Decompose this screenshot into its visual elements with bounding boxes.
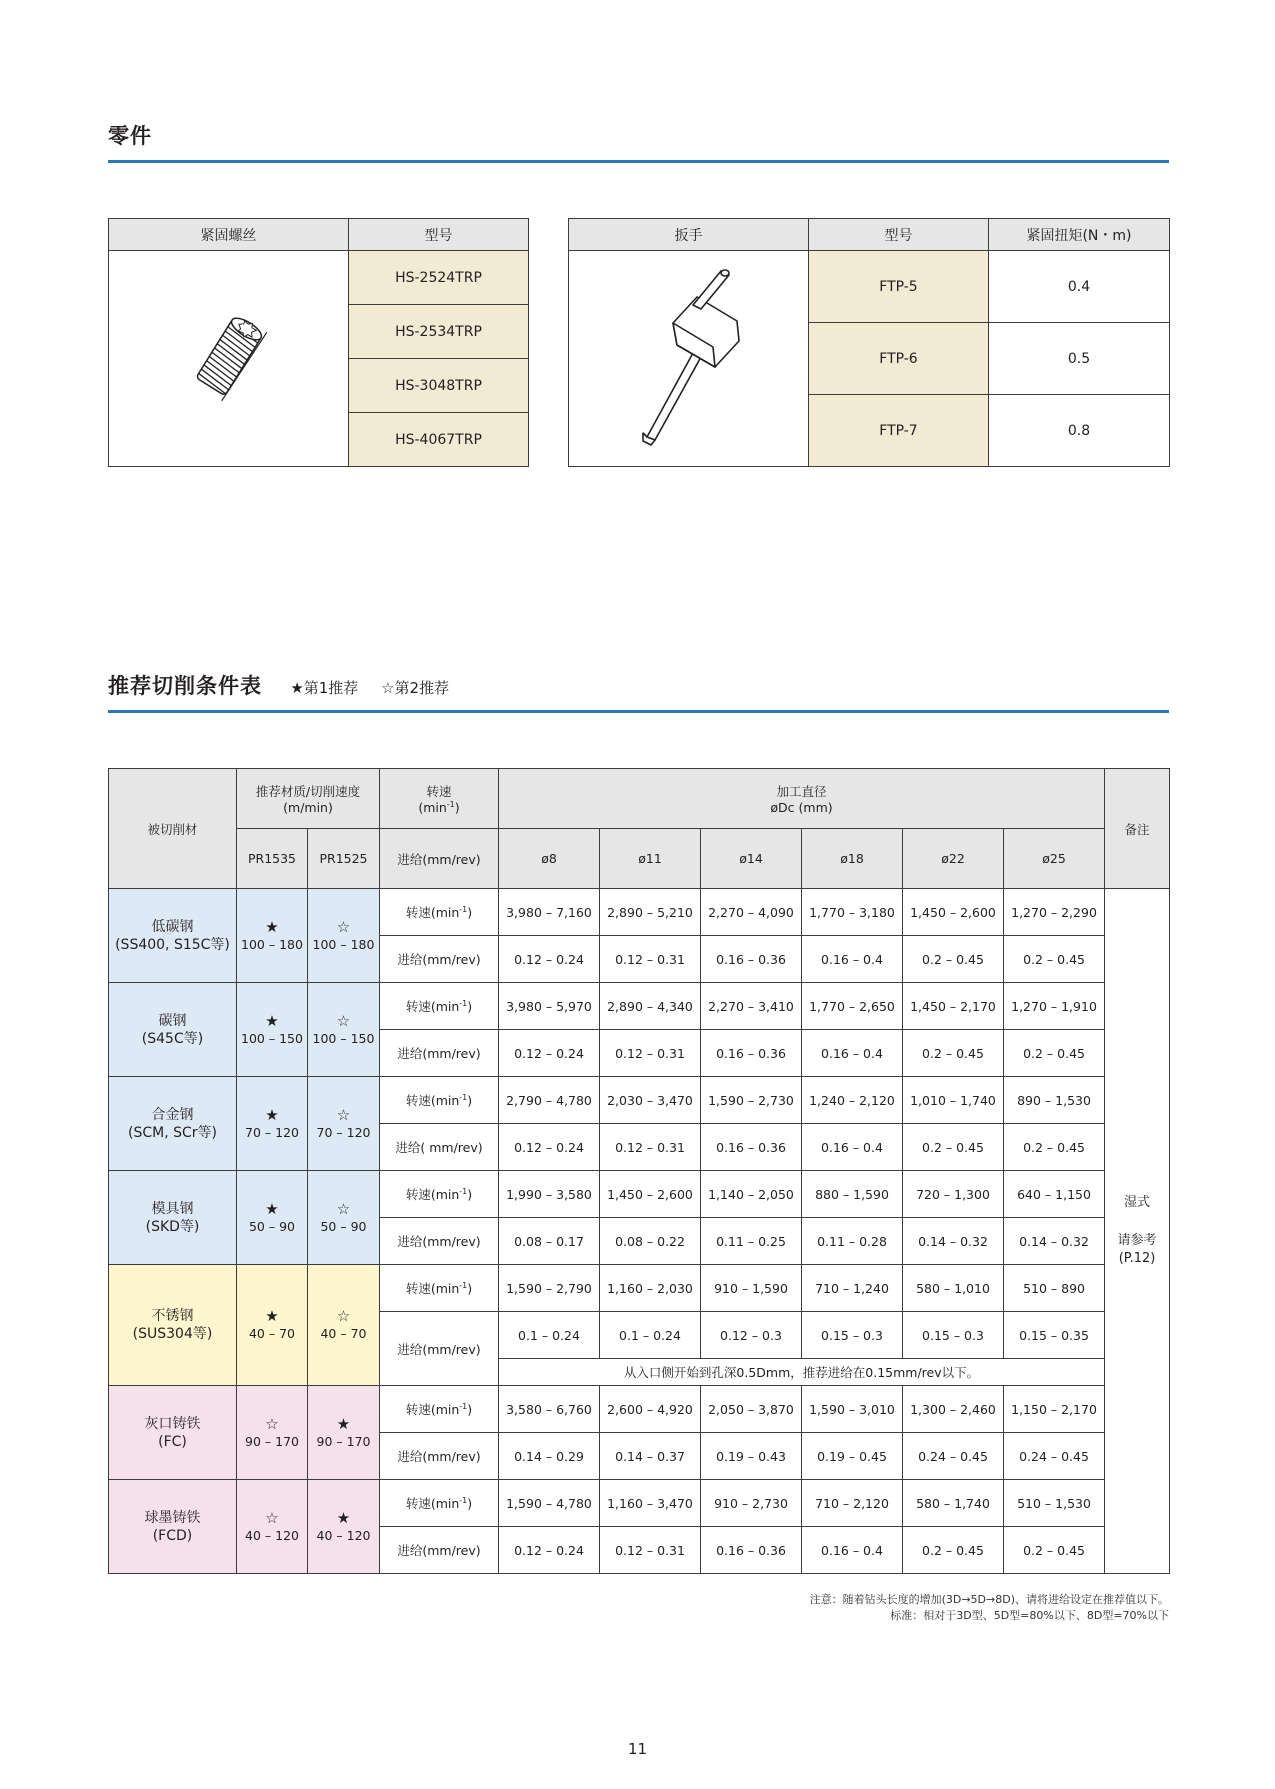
cutting-speed: 100 – 180 [312, 936, 375, 952]
rpm-label-close: ) [467, 1402, 473, 1417]
recommendation-mark: ☆ [265, 1414, 279, 1433]
grade-pr1535-header: PR1535 [237, 829, 308, 889]
grade-speed-header-line1: 推荐材质/切削速度 [255, 784, 361, 799]
material-name: 球墨铸铁 [144, 1509, 201, 1526]
feed-value-cell: 0.12 – 0.31 [600, 936, 701, 983]
rpm-label-close: ) [467, 905, 473, 920]
feed-value-cell: 0.2 – 0.45 [903, 1124, 1004, 1171]
rpm-value-cell: 580 – 1,010 [903, 1265, 1004, 1312]
feed-value-cell: 0.14 – 0.32 [903, 1218, 1004, 1265]
feed-value-cell: 0.19 – 0.45 [802, 1433, 903, 1480]
grade-g2-cell [308, 889, 380, 983]
rpm-value-cell: 890 – 1,530 [1004, 1077, 1105, 1124]
feed-label-cell: 进给(mm/rev) [380, 1527, 499, 1574]
wrench-model-cell: FTP-5 [809, 251, 989, 323]
material-name-cell [109, 983, 237, 1077]
diameter-header-line1: 加工直径 [776, 784, 827, 799]
feed-value-cell: 0.2 – 0.45 [903, 936, 1004, 983]
material-name-cell [109, 1077, 237, 1171]
screw-model-cell: HS-2534TRP [349, 305, 529, 359]
feed-value-cell: 0.16 – 0.4 [802, 936, 903, 983]
cutting-speed: 40 – 70 [248, 1326, 295, 1341]
material-example: (FC) [158, 1433, 187, 1450]
recommendation-mark: ★ [265, 1011, 279, 1030]
rpm-value-cell: 1,590 – 4,780 [499, 1480, 600, 1527]
rpm-value-cell: 2,890 – 4,340 [600, 983, 701, 1030]
material-name-cell [109, 889, 237, 983]
feed-value-cell: 0.1 – 0.24 [600, 1312, 701, 1359]
cutting-title-rule [108, 710, 1169, 713]
rpm-value-cell: 1,450 – 2,600 [600, 1171, 701, 1218]
recommendation-legend [290, 679, 467, 697]
feed-value-cell: 0.2 – 0.45 [1004, 1030, 1105, 1077]
torque-cell: 0.4 [989, 251, 1170, 323]
rpm-value-cell: 1,990 – 3,580 [499, 1171, 600, 1218]
rpm-value-cell: 880 – 1,590 [802, 1171, 903, 1218]
screw-model-header: 型号 [349, 219, 529, 251]
rpm-value-cell: 1,590 – 2,730 [701, 1077, 802, 1124]
cutting-table-body [109, 889, 1170, 1574]
diameter-col-header: ø11 [600, 829, 701, 889]
feed-value-cell: 0.2 – 0.45 [903, 1527, 1004, 1574]
material-name-cell [109, 1265, 237, 1386]
rpm-value-cell: 3,580 – 6,760 [499, 1386, 600, 1433]
rpm-value-cell: 510 – 890 [1004, 1265, 1105, 1312]
grade-g1-cell [237, 1386, 308, 1480]
grade-g2-cell [308, 1171, 380, 1265]
rpm-value-cell: 1,160 – 3,470 [600, 1480, 701, 1527]
wrench-model-cell: FTP-7 [809, 395, 989, 467]
feed-value-cell: 0.16 – 0.4 [802, 1030, 903, 1077]
rpm-value-cell: 1,240 – 2,120 [802, 1077, 903, 1124]
rpm-label-sup: -1 [459, 998, 468, 1008]
recommendation-mark: ★ [265, 1199, 279, 1218]
grade-g2-cell [308, 1077, 380, 1171]
material-name: 碳钢 [158, 1012, 187, 1029]
rpm-label: 转速(min [405, 1281, 460, 1296]
rpm-label-sup: -1 [459, 1092, 468, 1102]
rpm-value-cell: 1,450 – 2,170 [903, 983, 1004, 1030]
cutting-speed: 100 – 150 [312, 1030, 375, 1046]
material-name-cell [109, 1480, 237, 1574]
grade-g1-cell [237, 889, 308, 983]
feed-value-cell: 0.16 – 0.36 [701, 1527, 802, 1574]
rpm-label: 转速(min [405, 999, 460, 1014]
material-rpm-row [109, 983, 1170, 1030]
rpm-value-cell: 1,270 – 2,290 [1004, 889, 1105, 936]
rpm-value-cell: 1,590 – 2,790 [499, 1265, 600, 1312]
rpm-value-cell: 1,010 – 1,740 [903, 1077, 1004, 1124]
rpm-value-cell: 3,980 – 7,160 [499, 889, 600, 936]
recommendation-mark: ★ [265, 1105, 279, 1124]
feed-value-cell: 0.2 – 0.45 [903, 1030, 1004, 1077]
rpm-value-cell: 1,770 – 2,650 [802, 983, 903, 1030]
material-example: (SKD等) [145, 1218, 200, 1235]
remark-page-ref: (P.12) [1118, 1251, 1156, 1266]
rpm-value-cell: 710 – 1,240 [802, 1265, 903, 1312]
material-rpm-row [109, 1171, 1170, 1218]
remark-wet: 湿式 [1124, 1195, 1151, 1210]
page-number: 11 [627, 1740, 648, 1758]
material-example: (SUS304等) [132, 1326, 213, 1342]
rpm-value-cell: 510 – 1,530 [1004, 1480, 1105, 1527]
feed-value-cell: 0.1 – 0.24 [499, 1312, 600, 1359]
cutting-speed: 40 – 120 [245, 1527, 299, 1543]
rpm-label-cell [380, 1265, 499, 1312]
rpm-label-cell [380, 1386, 499, 1433]
feed-value-cell: 0.12 – 0.31 [600, 1527, 701, 1574]
rpm-label-close: ) [467, 1187, 473, 1202]
rpm-value-cell: 1,270 – 1,910 [1004, 983, 1105, 1030]
feed-value-cell: 0.19 – 0.43 [701, 1433, 802, 1480]
rpm-value-cell: 640 – 1,150 [1004, 1171, 1105, 1218]
rpm-label: 转速(min [405, 1093, 460, 1108]
torque-header: 紧固扭矩(N・m) [989, 219, 1170, 251]
rpm-value-cell: 910 – 2,730 [701, 1480, 802, 1527]
feed-value-cell: 0.11 – 0.28 [802, 1218, 903, 1265]
rpm-value-cell: 2,790 – 4,780 [499, 1077, 600, 1124]
rpm-label-close: ) [467, 1281, 473, 1296]
legend-first: ★第1推荐 [290, 679, 359, 697]
rpm-label: 转速(min [405, 1187, 460, 1202]
feed-value-cell: 0.14 – 0.29 [499, 1433, 600, 1480]
rpm-value-cell: 1,300 – 2,460 [903, 1386, 1004, 1433]
feed-value-cell: 0.11 – 0.25 [701, 1218, 802, 1265]
material-rpm-row [109, 889, 1170, 936]
rpm-header-line1: 转速 [426, 783, 452, 799]
torque-cell: 0.8 [989, 395, 1170, 467]
screw-model-cell: HS-4067TRP [349, 413, 529, 467]
remark-refer: 请参考 [1117, 1233, 1157, 1248]
feed-value-cell: 0.24 – 0.45 [903, 1433, 1004, 1480]
rpm-value-cell: 2,030 – 3,470 [600, 1077, 701, 1124]
rpm-value-cell: 1,450 – 2,600 [903, 889, 1004, 936]
material-rpm-row [109, 1480, 1170, 1527]
rpm-label-close: ) [467, 999, 473, 1014]
footnote-line2: 标准：相对于3D型、5D型=80%以下、8D型=70%以下 [890, 1609, 1169, 1622]
diameter-col-header: ø14 [701, 829, 802, 889]
material-name: 低碳钢 [151, 918, 194, 935]
cutting-title-text: 推荐切削条件表 [108, 674, 262, 698]
grade-pr1525-header: PR1525 [308, 829, 380, 889]
rpm-value-cell: 1,160 – 2,030 [600, 1265, 701, 1312]
material-name-cell [109, 1386, 237, 1480]
set-screw-illustration-icon [174, 302, 284, 412]
material-name: 不锈钢 [151, 1308, 194, 1324]
feed-value-cell: 0.12 – 0.24 [499, 1030, 600, 1077]
feed-label-cell: 进给( mm/rev) [380, 1124, 499, 1171]
cutting-speed: 70 – 120 [245, 1124, 299, 1140]
feed-label-cell: 进给(mm/rev) [380, 936, 499, 983]
rpm-value-cell: 720 – 1,300 [903, 1171, 1004, 1218]
feed-value-cell: 0.16 – 0.36 [701, 1124, 802, 1171]
recommendation-mark: ☆ [336, 1307, 351, 1325]
feed-value-cell: 0.2 – 0.45 [1004, 1527, 1105, 1574]
recommendation-mark: ★ [265, 1307, 279, 1325]
wrench-table [568, 218, 1170, 467]
diameter-header [499, 769, 1105, 829]
feed-value-cell: 0.08 – 0.17 [499, 1218, 600, 1265]
rpm-label: 转速(min [405, 905, 460, 920]
cutting-speed: 90 – 170 [245, 1433, 299, 1449]
rpm-label-sup: -1 [459, 1495, 468, 1505]
material-name: 灰口铸铁 [144, 1415, 201, 1432]
feed-value-cell: 0.12 – 0.24 [499, 1527, 600, 1574]
diameter-col-header: ø25 [1004, 829, 1105, 889]
material-rpm-row [109, 1386, 1170, 1433]
feed-value-cell: 0.16 – 0.36 [701, 1030, 802, 1077]
remark-cell [1105, 889, 1170, 1574]
feed-value-cell: 0.2 – 0.45 [1004, 936, 1105, 983]
recommendation-mark: ☆ [265, 1508, 279, 1527]
rpm-value-cell: 2,600 – 4,920 [600, 1386, 701, 1433]
rpm-label-cell [380, 1480, 499, 1527]
cutting-speed: 40 – 70 [320, 1326, 367, 1341]
rpm-value-cell: 2,270 – 4,090 [701, 889, 802, 936]
rpm-label-close: ) [467, 1093, 473, 1108]
recommendation-mark: ★ [336, 1414, 351, 1433]
grade-g1-cell [237, 1171, 308, 1265]
wrench-model-header: 型号 [809, 219, 989, 251]
feed-value-cell: 0.12 – 0.24 [499, 936, 600, 983]
diameter-col-header: ø8 [499, 829, 600, 889]
cutting-title [108, 670, 467, 700]
diameter-col-header: ø22 [903, 829, 1004, 889]
rpm-value-cell: 1,590 – 3,010 [802, 1386, 903, 1433]
set-screw-table [108, 218, 529, 467]
rpm-label-cell [380, 983, 499, 1030]
rpm-label-cell [380, 889, 499, 936]
rpm-value-cell: 2,890 – 5,210 [600, 889, 701, 936]
feed-header: 进给(mm/rev) [380, 829, 499, 889]
diameter-col-header: ø18 [802, 829, 903, 889]
wrench-header: 扳手 [569, 219, 809, 251]
feed-value-cell: 0.15 – 0.35 [1004, 1312, 1105, 1359]
diameter-header-line2: øDc (mm) [770, 800, 833, 815]
rpm-label-sup: -1 [459, 1280, 468, 1290]
rpm-label: 转速(min [405, 1496, 460, 1511]
cutting-speed: 100 – 180 [241, 936, 303, 952]
rpm-value-cell: 3,980 – 5,970 [499, 983, 600, 1030]
grade-g1-cell [237, 1265, 308, 1386]
material-name-cell [109, 1171, 237, 1265]
cutting-conditions-table [108, 768, 1170, 1574]
rpm-value-cell: 910 – 1,590 [701, 1265, 802, 1312]
rpm-label-cell [380, 1077, 499, 1124]
rpm-label-sup: -1 [459, 904, 468, 914]
remark-header: 备注 [1105, 769, 1170, 889]
feed-value-cell: 0.24 – 0.45 [1004, 1433, 1105, 1480]
torx-wrench-illustration-icon [589, 257, 789, 457]
parts-title-rule [108, 160, 1169, 163]
footnote-line1: 注意：随着钻头长度的增加(3D→5D→8D)、请将进给设定在推荐值以下。 [809, 1593, 1169, 1606]
rpm-value-cell: 1,140 – 2,050 [701, 1171, 802, 1218]
feed-value-cell: 0.16 – 0.4 [802, 1527, 903, 1574]
cutting-speed: 90 – 170 [316, 1433, 371, 1449]
grade-g2-cell [308, 983, 380, 1077]
grade-g1-cell [237, 1077, 308, 1171]
feed-value-cell: 0.15 – 0.3 [903, 1312, 1004, 1359]
feed-label-cell: 进给(mm/rev) [380, 1312, 499, 1386]
feed-value-cell: 0.2 – 0.45 [1004, 1124, 1105, 1171]
feed-value-cell: 0.12 – 0.31 [600, 1124, 701, 1171]
feed-value-cell: 0.12 – 0.31 [600, 1030, 701, 1077]
rpm-header: 转速 $(\min^{-1})$ [380, 769, 499, 829]
rpm-value-cell: 1,770 – 3,180 [802, 889, 903, 936]
rpm-label-sup: -1 [459, 1401, 468, 1411]
recommendation-mark: ★ [336, 1508, 351, 1527]
grade-g1-cell [237, 1480, 308, 1574]
feed-label-cell: 进给(mm/rev) [380, 1433, 499, 1480]
feed-value-cell: 0.08 – 0.22 [600, 1218, 701, 1265]
recommendation-mark: ☆ [336, 1105, 351, 1124]
set-screw-image-cell [109, 251, 349, 467]
feed-value-cell: 0.12 – 0.24 [499, 1124, 600, 1171]
footnote [810, 1592, 1169, 1624]
material-example: (S45C等) [141, 1030, 204, 1047]
material-name: 合金钢 [151, 1106, 194, 1123]
material-rpm-row [109, 1265, 1170, 1312]
feed-value-cell: 0.15 – 0.3 [802, 1312, 903, 1359]
grade-speed-header [237, 769, 380, 829]
recommendation-mark: ☆ [336, 1011, 351, 1030]
grade-speed-header-line2: (m/min) [283, 800, 333, 815]
screw-model-cell: HS-3048TRP [349, 359, 529, 413]
cutting-speed: 40 – 120 [316, 1527, 371, 1543]
grade-g2-cell [308, 1386, 380, 1480]
wrench-image-cell [569, 251, 809, 467]
feed-value-cell: 0.16 – 0.4 [802, 1124, 903, 1171]
set-screw-header: 紧固螺丝 [109, 219, 349, 251]
material-example: (SCM, SCr等) [128, 1124, 217, 1141]
feed-value-cell: 0.16 – 0.36 [701, 936, 802, 983]
grade-g1-cell [237, 983, 308, 1077]
material-rpm-row [109, 1077, 1170, 1124]
rpm-value-cell: 580 – 1,740 [903, 1480, 1004, 1527]
cutting-speed: 50 – 90 [248, 1218, 295, 1234]
cutting-speed: 100 – 150 [241, 1030, 303, 1046]
material-example: (SS400, S15C等) [115, 936, 230, 953]
rpm-value-cell: 2,270 – 3,410 [701, 983, 802, 1030]
feed-label-cell: 进给(mm/rev) [380, 1218, 499, 1265]
wrench-model-cell: FTP-6 [809, 323, 989, 395]
screw-model-cell: HS-2524TRP [349, 251, 529, 305]
recommendation-mark: ☆ [336, 917, 351, 936]
rpm-label-cell [380, 1171, 499, 1218]
feed-value-cell: 0.12 – 0.3 [701, 1312, 802, 1359]
rpm-value-cell: 2,050 – 3,870 [701, 1386, 802, 1433]
rpm-label: 转速(min [405, 1402, 460, 1417]
torque-cell: 0.5 [989, 323, 1170, 395]
feed-label-cell: 进给(mm/rev) [380, 1030, 499, 1077]
stainless-feed-note: 从入口侧开始到孔深0.5Dmm，推荐进给在0.15mm/rev以下。 [499, 1359, 1105, 1386]
grade-g2-cell [308, 1480, 380, 1574]
recommendation-mark: ☆ [336, 1199, 351, 1218]
recommendation-mark: ★ [265, 917, 279, 936]
rpm-value-cell: 710 – 2,120 [802, 1480, 903, 1527]
rpm-label-close: ) [467, 1496, 473, 1511]
rpm-value-cell: 1,150 – 2,170 [1004, 1386, 1105, 1433]
feed-value-cell: 0.14 – 0.37 [600, 1433, 701, 1480]
material-example: (FCD) [152, 1527, 193, 1544]
grade-g2-cell [308, 1265, 380, 1386]
cutting-speed: 70 – 120 [316, 1124, 371, 1140]
rpm-label-sup: -1 [459, 1186, 468, 1196]
cutting-speed: 50 – 90 [320, 1218, 367, 1234]
legend-second: ☆第2推荐 [381, 679, 450, 697]
feed-value-cell: 0.14 – 0.32 [1004, 1218, 1105, 1265]
parts-title: 零件 [108, 124, 152, 148]
material-header: 被切削材 [109, 769, 237, 889]
material-name: 模具钢 [151, 1200, 194, 1217]
